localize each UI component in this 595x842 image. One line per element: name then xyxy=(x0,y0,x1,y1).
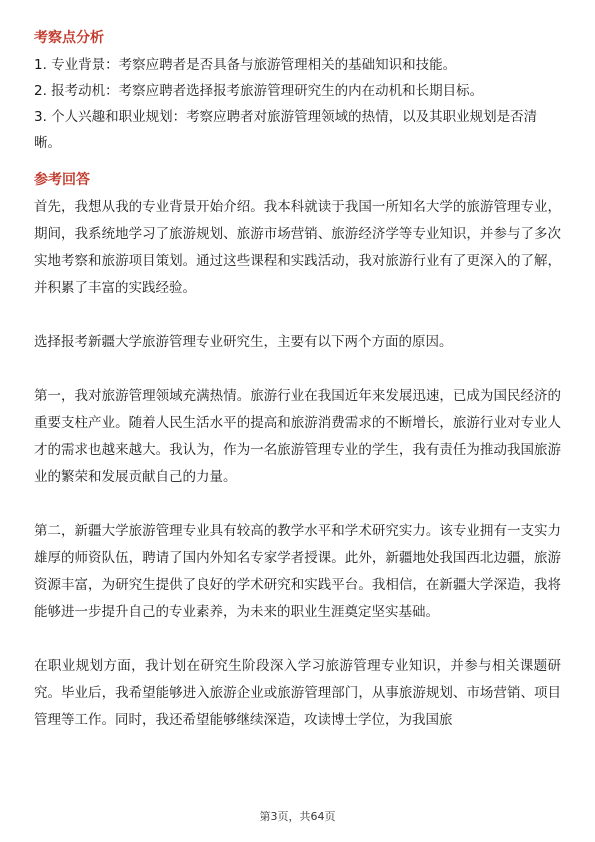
analysis-list xyxy=(34,52,561,156)
answer-paragraph: 选择报考新疆大学旅游管理专业研究生，主要有以下两个方面的原因。 xyxy=(34,334,453,350)
page-number: 第3页，共64页 xyxy=(259,810,336,823)
answer-paragraph: 首先，我想从我的专业背景开始介绍。我本科就读于我国一所知名大学的旅游管理专业，期间，我系统地学习了旅游规划、旅游市场营销、旅游经济学等专业知识，并参与了多次实地考察和旅游项目策划。通过这些课程和实践活动，我对旅游行业有了更深入的了解，并积累了丰富的实践经验。 xyxy=(34,199,561,296)
document-page xyxy=(34,28,561,761)
answer-paragraph: 第一，我对旅游管理领域充满热情。旅游行业在我国近年来发展迅速，已成为国民经济的重要支柱产业。随着人民生活水平的提高和旅游消费需求的不断增长，旅游行业对专业人才的需求也越来越大。我认为，作为一名旅游管理专业的学生，我有责任为推动我国旅游业的繁荣和发展贡献自己的力量。 xyxy=(34,388,561,485)
answer-heading: 参考回答 xyxy=(34,172,90,188)
answer-paragraph: 第二，新疆大学旅游管理专业具有较高的教学水平和学术研究实力。该专业拥有一支实力雄厚的师资队伍，聘请了国内外知名专家学者授课。此外，新疆地处我国西北边疆，旅游资源丰富，为研究生提供了良好的学术研究和实践平台。我相信，在新疆大学深造，我将能够进一步提升自己的专业素养，为未来的职业生涯奠定坚实基础。 xyxy=(34,523,561,620)
analysis-item: 2. 报考动机：考察应聘者选择报考旅游管理研究生的内在动机和长期目标。 xyxy=(34,83,484,99)
analysis-heading: 考察点分析 xyxy=(34,30,104,46)
analysis-item: 1. 专业背景：考察应聘者是否具备与旅游管理相关的基础知识和技能。 xyxy=(34,57,457,73)
answer-paragraph: 在职业规划方面，我计划在研究生阶段深入学习旅游管理专业知识，并参与相关课题研究。毕业后，我希望能够进入旅游企业或旅游管理部门，从事旅游规划、市场营销、项目管理等工作。同时，我还希望能够继续深造，攻读博士学位，为我国旅 xyxy=(34,658,561,728)
analysis-item: 3. 个人兴趣和职业规划：考察应聘者对旅游管理领域的热情，以及其职业规划是否清晰。 xyxy=(34,109,538,151)
